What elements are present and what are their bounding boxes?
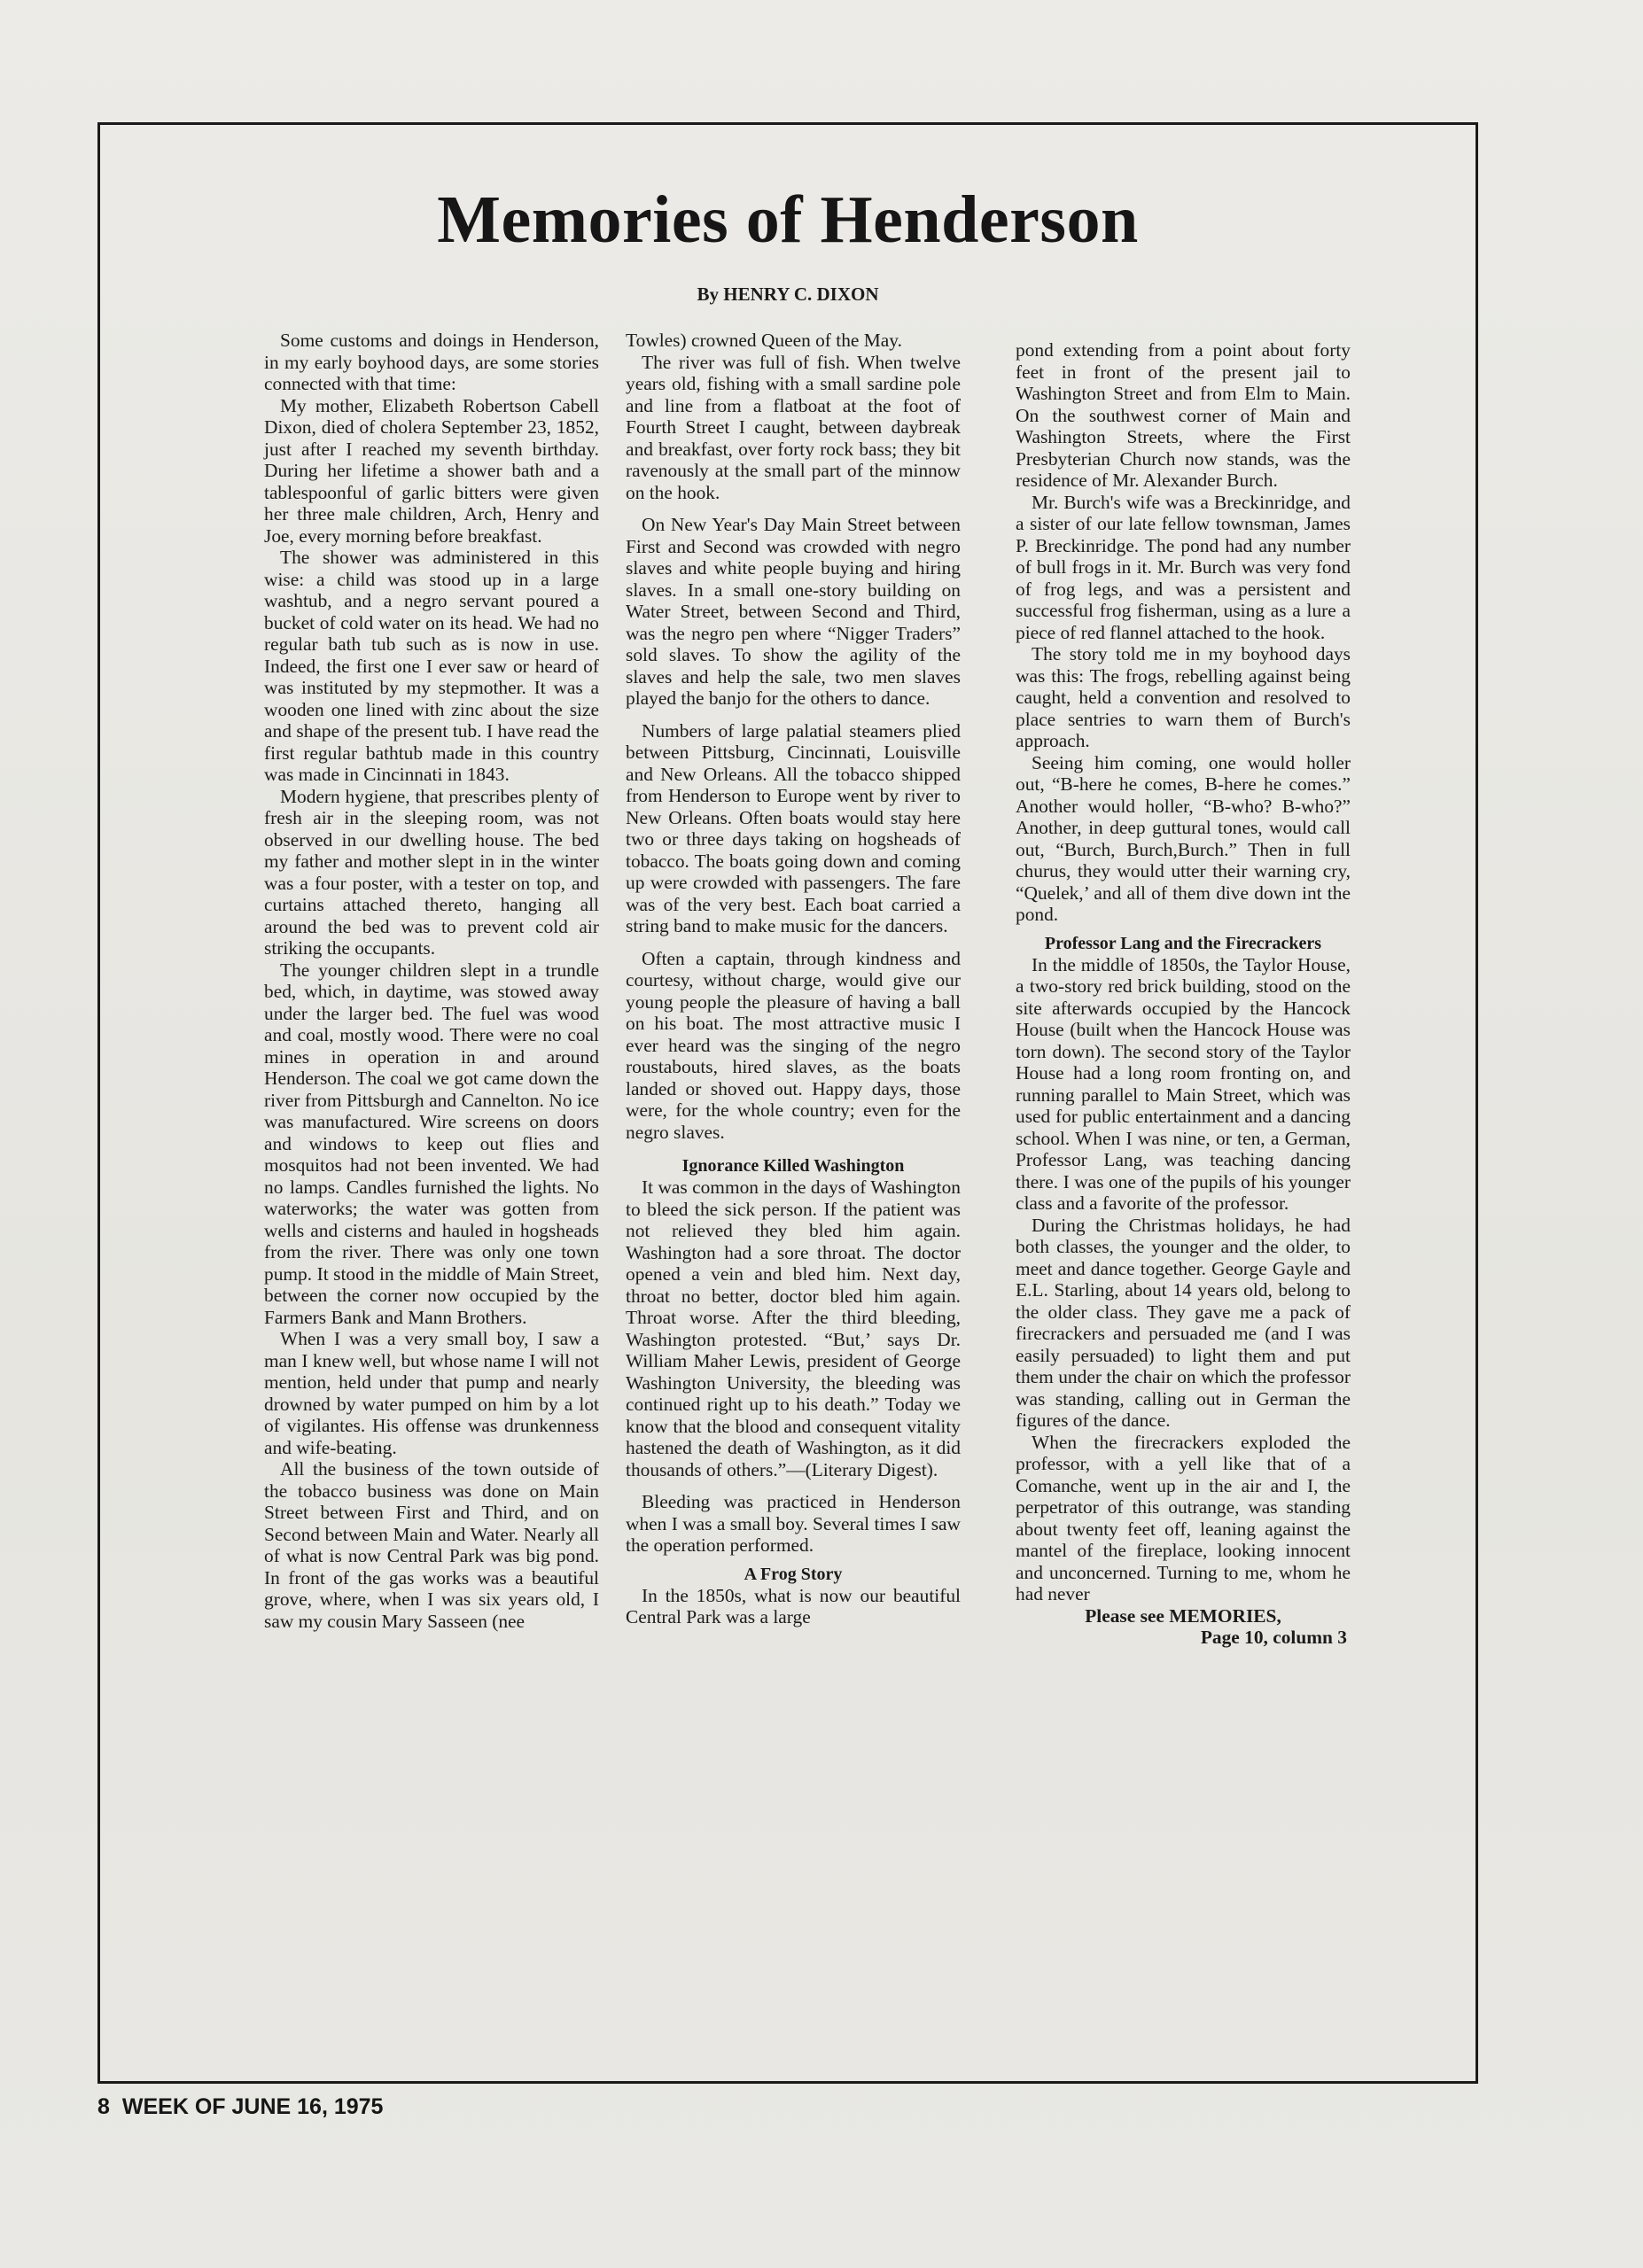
page-number: 8 (97, 2094, 110, 2119)
paragraph: During the Christmas holidays, he had both classes, the younger and the older, to meet and dance together. George Gayle and E.L. Starling, about 14 years old, belong to the older class. They gave me a pack of firecrackers and persuaded me (and I was easily persuaded) to light them and put them under the chair on which the professor was standing, calling out in German the figures of the dance. (1016, 1214, 1351, 1431)
paragraph: The younger children slept in a trundle bed, which, in daytime, was stowed away under the larger bed. The fuel was wood and coal, mostly wood. There were no coal mines in operation in and around Henderson. The coal we got came down the river from Pittsburgh and Cannelton. No ice was manufactured. Wire screens on doors and windows to keep out flies and mosquitos had not been invented. We had no lamps. Candles furnished the lights. No waterworks; the water was gotten from wells and cisterns and hauled in hogsheads from the river. There was only one town pump. It stood in the middle of Main Street, between the corner now occupied by the Farmers Bank and Mann Brothers. (264, 959, 599, 1328)
page-footer (97, 2094, 395, 2120)
paragraph: On New Year's Day Main Street between First and Second was crowded with negro slaves and white people buying and hiring slaves. In a small one-story building on Water Street, between Second and Third, was the negro pen where “Nigger Traders” sold slaves. To show the agility of the slaves and help the sale, two men slaves played the banjo for the others to dance. (626, 514, 961, 709)
paragraph: All the business of the town outside of the tobacco business was done on Main Street between First and Third, and on Second between Main and Water. Nearly all of what is now Central Park was big pond. In front of the gas works was a beautiful grove, where, when I was six years old, I saw my cousin Mary Sasseen (nee (264, 1458, 599, 1632)
paragraph: Mr. Burch's wife was a Breckinridge, and a sister of our late fellow townsman, James P. Breckinridge. The pond had any number of bull frogs in it. Mr. Burch was very fond of frog legs, and was a persistent and successful frog fisherman, using as a lure a piece of red flannel attached to the hook. (1016, 491, 1351, 643)
subheading: Professor Lang and the Firecrackers (1044, 933, 1322, 953)
continuation-page-ref: Page 10, column 3 (1200, 1627, 1347, 1648)
paragraph: In the middle of 1850s, the Taylor House, a two-story red brick building, stood on the site afterwards occupied by the Hancock House (built when the Hancock House was torn down). The second story of the Taylor House had a long room fronting on, and running parallel to Main Street, which was used for public entertainment and a dancing school. When I was nine, or ten, a German, Professor Lang, was teaching dancing there. I was one of the pupils of his younger class and a favorite of the professor. (1016, 953, 1351, 1214)
continuation-notice: Please see MEMORIES, (1085, 1604, 1281, 1627)
paragraph: Some customs and doings in Henderson, in my early boyhood days, are some stories connected with that time: (264, 330, 599, 394)
paragraph: Towles) crowned Queen of the May. (626, 330, 902, 351)
paragraph: pond extending from a point about forty feet in front of the present jail to Washington Street and from Elm to Main. On the southwest corner of Main and Washington Streets, where the First Presbyterian Church now stands, was the residence of Mr. Alexander Burch. (1016, 339, 1351, 491)
subheading: Ignorance Killed Washington (681, 1156, 905, 1176)
subheading: A Frog Story (744, 1564, 843, 1584)
paragraph: Seeing him coming, one would holler out, “B-here he comes, B-here he comes.” Another would holler, “B-who? B-who?” Another, in deep guttural tones, would call out, “Burch, Burch,Burch.” Then in full churus, they would utter their warning cry, “Quelek,’ and all of them dive down int the pond. (1016, 751, 1351, 925)
article-column-2 (626, 330, 961, 1628)
paragraph: When the firecrackers exploded the professor, with a yell like that of a Comanche, went up in the air and I, the perpetrator of this outrange, was standing about twenty feet off, leaning against the mantel of the fireplace, looking innocent and unconcerned. Turning to me, whom he had never (1016, 1431, 1351, 1604)
byline: By HENRY C. DIXON (697, 284, 879, 305)
paragraph: Often a captain, through kindness and courtesy, without charge, would give our young people the pleasure of having a ball on his boat. The most attractive music I ever heard was the singing of the negro roustabouts, hired slaves, as the boats landed or shoved out. Happy days, those were, for the whole country; even for the negro slaves. (626, 947, 961, 1143)
paragraph: The river was full of fish. When twelve years old, fishing with a small sardine pole and line from a flatboat at the foot of Fourth Street I caught, between daybreak and breakfast, over forty rock bass; they bit ravenously at the small part of the minnow on the hook. (626, 351, 961, 503)
paragraph: Numbers of large palatial steamers plied between Pittsburg, Cincinnati, Louisville and New Orleans. All the tobacco shipped from Henderson to Europe went by river to New Orleans. Often boats would stay here two or three days taking on hogsheads of tobacco. The boats going down and coming up were crowded with passengers. The fare was of the very best. Each boat carried a string band to make music for the dancers. (626, 719, 961, 936)
article-column-3 (1016, 339, 1351, 1649)
paragraph: Modern hygiene, that prescribes plenty of fresh air in the sleeping room, was not observed in our dwelling house. The bed my father and mother slept in in the winter was a four poster, with a tester on top, and curtains attached thereto, hanging all around the bed was to prevent cold air striking the occupants. (264, 785, 599, 959)
article-headline: Memories of Henderson (437, 183, 1139, 257)
paragraph: The story told me in my boyhood days was this: The frogs, rebelling against being caught, held a convention and resolved to place sentries to warn them of Burch's approach. (1016, 643, 1351, 751)
article-column-1 (264, 330, 599, 1632)
issue-date: WEEK OF JUNE 16, 1975 (121, 2094, 384, 2119)
paragraph: Bleeding was practiced in Henderson when I was a small boy. Several times I saw the operation performed. (626, 1491, 961, 1556)
paragraph: My mother, Elizabeth Robertson Cabell Dixon, died of cholera September 23, 1852, just after I reached my seventh birthday. During her lifetime a shower bath and a tablespoonful of garlic bitters were given her three male children, Arch, Henry and Joe, every morning before breakfast. (264, 394, 599, 547)
paragraph: It was common in the days of Washington to bleed the sick person. If the patient was not relieved they bled him again. Washington had a sore throat. The doctor opened a vein and bled him. Next day, throat no better, doctor bled him again. Throat worse. After the third bleeding, Washington protested. “But,’ says Dr. William Maher Lewis, president of George Washington University, the bleeding was continued right up to his death.” Today we know that the blood and consequent vitality hastened the death of Washington, as it did thousands of others.”—(Literary Digest). (626, 1177, 961, 1480)
paragraph: When I was a very small boy, I saw a man I knew well, but whose name I will not mention, held under that pump and nearly drowned by water pumped on him by a lot of vigilantes. His offense was drunkenness and wife-beating. (264, 1328, 599, 1458)
paragraph: In the 1850s, what is now our beautiful Central Park was a large (626, 1584, 961, 1627)
paragraph: The shower was administered in this wise: a child was stood up in a large washtub, and a negro servant poured a bucket of cold water on its head. We had no regular bath tub such as is now in use. Indeed, the first one I ever saw or heard of was instituted by my stepmother. It was a wooden one lined with zinc about the size and shape of the present tub. I have read the first regular bathtub made in this country was made in Cincinnati in 1843. (264, 547, 599, 785)
